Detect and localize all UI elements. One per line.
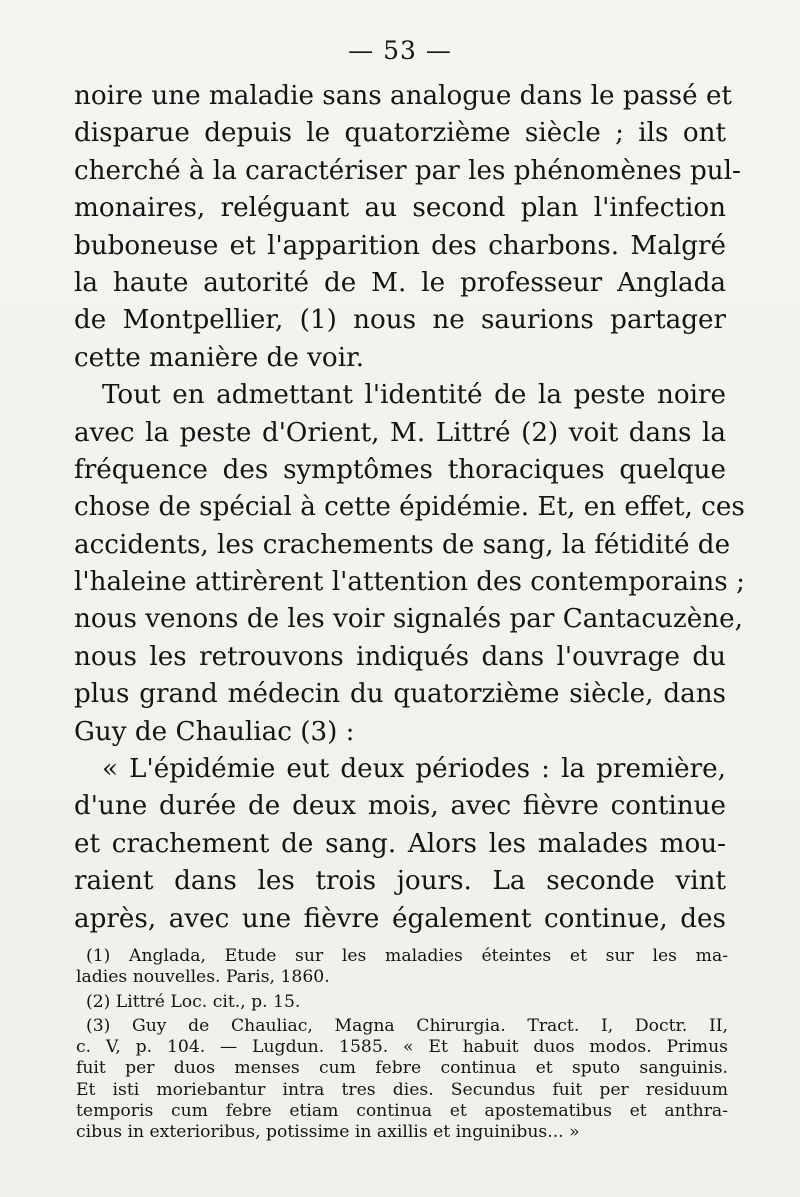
text-line: noire une maladie sans analogue dans le passé et (74, 81, 732, 111)
text-line: nous les retrouvons indiqués dans l'ouvrage du (74, 641, 726, 672)
footnote-line: (2) Littré Loc. cit., p. 15. (86, 991, 301, 1012)
text-line: fréquence des symptômes thoraciques quelque (74, 454, 726, 485)
footnote-line: ladies nouvelles. Paris, 1860. (76, 967, 330, 988)
text-line: l'haleine attirèrent l'attention des contemporains ; (74, 567, 745, 598)
text-line: Guy de Chauliac (3) : (74, 716, 355, 747)
text-line: avec la peste d'Orient, M. Littré (2) voit dans la (74, 417, 726, 448)
text-line: disparue depuis le quatorzième siècle ; ils ont (74, 118, 726, 149)
text-line: « L'épidémie eut deux périodes : la première, (102, 754, 726, 785)
text-line: de Montpellier, (1) nous ne saurions partager (74, 305, 726, 336)
text-line: accidents, les crachements de sang, la fétidité de (74, 529, 731, 560)
footnote-line: temporis cum febre etiam continua et apostematibus et anthra- (76, 1101, 728, 1122)
text-line: buboneuse et l'apparition des charbons. Malgré (74, 230, 726, 261)
footnote-line: fuit per duos menses cum febre continua et sputo sanguinis. (76, 1058, 728, 1079)
text-line: la haute autorité de M. le professeur Anglada (74, 267, 726, 298)
text-line: d'une durée de deux mois, avec fièvre continue (74, 791, 726, 822)
footnote-line: (3) Guy de Chauliac, Magna Chirurgia. Tract. I, Doctr. II, (86, 1015, 728, 1036)
text-line: plus grand médecin du quatorzième siècle, dans (74, 679, 726, 710)
text-line: Tout en admettant l'identité de la peste noire (102, 380, 726, 411)
body-text (74, 78, 745, 938)
text-line: chose de spécial à cette épidémie. Et, en effet, ces (74, 492, 745, 523)
text-line: raient dans les trois jours. La seconde vint (74, 866, 726, 897)
footnote-line: cibus in exterioribus, potissime in axillis et inguinibus... » (76, 1122, 580, 1143)
text-line: après, avec une fièvre également continue, des (74, 903, 726, 934)
page-number: — 53 — (348, 36, 452, 65)
footnotes (76, 946, 728, 1144)
footnote-line: (1) Anglada, Etude sur les maladies éteintes et sur les ma- (86, 946, 728, 966)
text-line: monaires, reléguant au second plan l'infection (74, 193, 726, 224)
text-line: cherché à la caractériser par les phénomènes pul- (74, 155, 741, 186)
text-line: cette manière de voir. (74, 342, 365, 373)
text-line: nous venons de les voir signalés par Cantacuzène, (74, 604, 743, 635)
text-line: et crachement de sang. Alors les malades mou- (74, 828, 726, 859)
footnote-line: Et isti moriebantur intra tres dies. Secundus fuit per residuum (76, 1079, 728, 1100)
footnote-line: c. V, p. 104. — Lugdun. 1585. « Et habuit duos modos. Primus (76, 1037, 728, 1058)
